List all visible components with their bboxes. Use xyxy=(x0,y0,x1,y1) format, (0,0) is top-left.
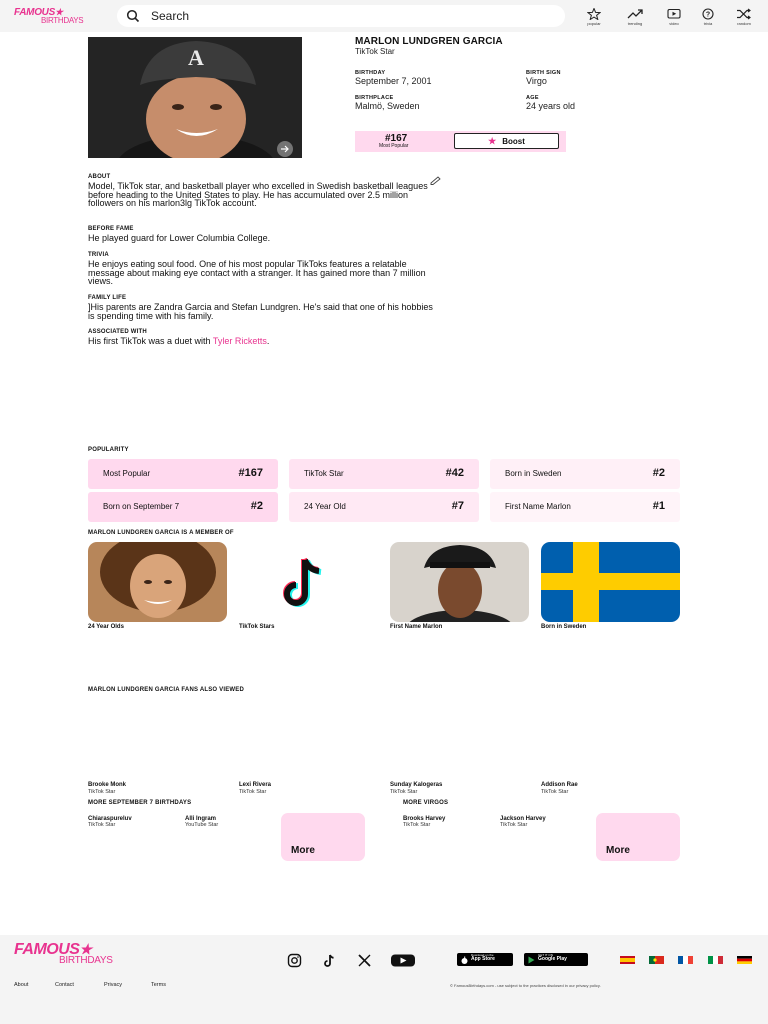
trending-icon xyxy=(627,8,643,20)
group-image-born-in-sweden[interactable] xyxy=(541,542,680,622)
birthplace-value[interactable]: Malmö, Sweden xyxy=(355,101,420,111)
youtube-icon[interactable] xyxy=(390,953,416,968)
fans-also-viewed-heading: MARLON LUNDGREN GARCIA FANS ALSO VIEWED xyxy=(88,687,245,693)
popularity-card[interactable]: 24 Year Old #7 xyxy=(289,492,479,522)
associated-link[interactable]: Tyler Ricketts xyxy=(212,336,267,346)
shuffle-icon xyxy=(736,8,752,20)
fan-item-name[interactable]: Addison Rae xyxy=(541,782,578,788)
portugal-flag-icon[interactable] xyxy=(649,956,664,964)
group-image-24-year-olds[interactable] xyxy=(88,542,227,622)
star-icon: ★ xyxy=(488,136,497,146)
video-icon xyxy=(667,8,681,20)
popularity-card[interactable]: Born on September 7 #2 xyxy=(88,492,278,522)
popularity-heading: POPULARITY xyxy=(88,447,129,453)
fan-item-job: TikTok Star xyxy=(88,789,116,795)
fan-item-name[interactable]: Lexi Rivera xyxy=(239,782,272,788)
associated-with-heading: ASSOCIATED WITH xyxy=(88,329,147,335)
instagram-icon[interactable] xyxy=(287,953,302,968)
footer-link-terms[interactable]: Terms xyxy=(151,982,166,988)
group-image-first-name-marlon[interactable] xyxy=(390,542,529,622)
fan-item-name[interactable]: Brooke Monk xyxy=(88,782,127,788)
group-caption[interactable]: TikTok Stars xyxy=(239,624,275,630)
site-logo[interactable]: FAMOUS★ BIRTHDAYS xyxy=(14,7,84,25)
footer-link-contact[interactable]: Contact xyxy=(55,982,74,988)
group-caption[interactable]: 24 Year Olds xyxy=(88,624,124,630)
sweden-flag-icon xyxy=(541,542,680,622)
svg-text:?: ? xyxy=(705,11,711,19)
spain-flag-icon[interactable] xyxy=(620,956,635,964)
age-value[interactable]: 24 years old xyxy=(526,101,576,111)
popularity-card[interactable]: TikTok Star #42 xyxy=(289,459,479,489)
footer-link-privacy[interactable]: Privacy xyxy=(104,982,123,988)
more-virgos-heading: MORE VIRGOS xyxy=(403,800,449,806)
popularity-card[interactable]: Most Popular #167 xyxy=(88,459,278,489)
trivia-text: He enjoys eating soul food. One of his most popular TikToks features a relatable message about making eye contact with a stranger. It has gained more than 7 million views. xyxy=(88,259,426,287)
before-fame-heading: BEFORE FAME xyxy=(88,226,134,232)
birthday-value[interactable]: September 7, 2001 xyxy=(355,76,432,86)
popularity-card[interactable]: First Name Marlon #1 xyxy=(490,492,680,522)
nav-popular[interactable]: popular xyxy=(579,8,609,26)
apple-icon xyxy=(461,956,468,964)
boost-button[interactable]: ★ Boost xyxy=(454,133,559,149)
birthday-item-name[interactable]: Chiaraspureluv xyxy=(88,816,132,822)
footer-link-about[interactable]: About xyxy=(14,982,29,988)
star-icon xyxy=(587,8,601,20)
rank-label: Most Popular xyxy=(379,143,409,149)
nav-trending[interactable]: trending xyxy=(620,8,650,26)
germany-flag-icon[interactable] xyxy=(737,956,752,964)
about-heading: ABOUT xyxy=(88,174,111,180)
nav-random[interactable]: random xyxy=(729,8,759,26)
more-virgos-button[interactable]: More xyxy=(596,813,680,861)
birth-sign-label: BIRTH SIGN xyxy=(526,70,561,76)
family-life-heading: FAMILY LIFE xyxy=(88,295,127,301)
virgo-item-job: TikTok Star xyxy=(403,822,431,828)
associated-with-text: His first TikTok was a duet with Tyler Ricketts. xyxy=(88,336,270,346)
rank-number: #167 xyxy=(385,133,408,144)
x-twitter-icon[interactable] xyxy=(357,953,372,968)
google-play-icon xyxy=(528,956,535,964)
fan-item-name[interactable]: Sunday Kalogeras xyxy=(390,782,443,788)
nav-video[interactable]: video xyxy=(659,8,689,26)
more-birthdays-heading: MORE SEPTEMBER 7 BIRTHDAYS xyxy=(88,800,192,806)
profile-photo xyxy=(88,37,302,158)
more-birthdays-button[interactable]: More xyxy=(281,813,365,861)
celebrity-name: MARLON LUNDGREN GARCIA xyxy=(355,36,503,47)
italy-flag-icon[interactable] xyxy=(708,956,723,964)
member-of-heading: MARLON LUNDGREN GARCIA IS A MEMBER OF xyxy=(88,530,234,536)
before-fame-text: He played guard for Lower Columbia College. xyxy=(88,233,271,243)
search-input[interactable] xyxy=(151,8,531,24)
birthday-label: BIRTHDAY xyxy=(355,70,386,76)
about-text: Model, TikTok star, and basketball player who excelled in Swedish basketball leagues before heading to the United States to play. He has accumulated over 2.5 million followers on his marlon3lg TikTok account. xyxy=(88,181,428,209)
popularity-card[interactable]: Born in Sweden #2 xyxy=(490,459,680,489)
svg-text:A: A xyxy=(188,45,204,70)
copyright-text: © FamousBirthdays.com - use subject to the practices disclosed in our privacy policy. xyxy=(450,983,601,988)
google-play-button[interactable]: GET IT ON Google Play xyxy=(524,953,588,966)
trivia-heading: TRIVIA xyxy=(88,252,109,258)
footer xyxy=(0,935,768,1024)
birthday-item-job: TikTok Star xyxy=(88,822,116,828)
fan-item-job: TikTok Star xyxy=(541,789,569,795)
celebrity-profession[interactable]: TikTok Star xyxy=(355,47,395,56)
age-label: AGE xyxy=(526,95,539,101)
group-caption[interactable]: First Name Marlon xyxy=(390,624,443,630)
virgo-item-job: TikTok Star xyxy=(500,822,528,828)
group-caption[interactable]: Born in Sweden xyxy=(541,624,587,630)
birthday-item-job: YouTube Star xyxy=(185,822,219,828)
family-life-text: ]His parents are Zandra Garcia and Stefan Lundgren. He's said that one of his hobbies is spending time with his family. xyxy=(88,302,433,321)
question-icon xyxy=(701,8,715,20)
search-bar[interactable] xyxy=(117,5,565,27)
birth-sign-value[interactable]: Virgo xyxy=(526,76,547,86)
france-flag-icon[interactable] xyxy=(678,956,693,964)
search-icon xyxy=(126,9,140,23)
footer-logo[interactable]: FAMOUS★ BIRTHDAYS xyxy=(14,941,113,966)
virgo-item-name[interactable]: Brooks Harvey xyxy=(403,816,446,822)
birthplace-label: BIRTHPLACE xyxy=(355,95,394,101)
app-store-button[interactable]: Download on the App Store xyxy=(457,953,513,966)
tiktok-logo-icon xyxy=(239,542,378,622)
tiktok-icon[interactable] xyxy=(322,953,337,968)
birthday-item-name[interactable]: Alli Ingram xyxy=(185,816,217,822)
group-image-tiktok-stars[interactable] xyxy=(239,542,378,622)
fan-item-job: TikTok Star xyxy=(390,789,418,795)
virgo-item-name[interactable]: Jackson Harvey xyxy=(500,816,546,822)
fan-item-job: TikTok Star xyxy=(239,789,267,795)
nav-trivia[interactable]: ? trivia xyxy=(693,8,723,26)
